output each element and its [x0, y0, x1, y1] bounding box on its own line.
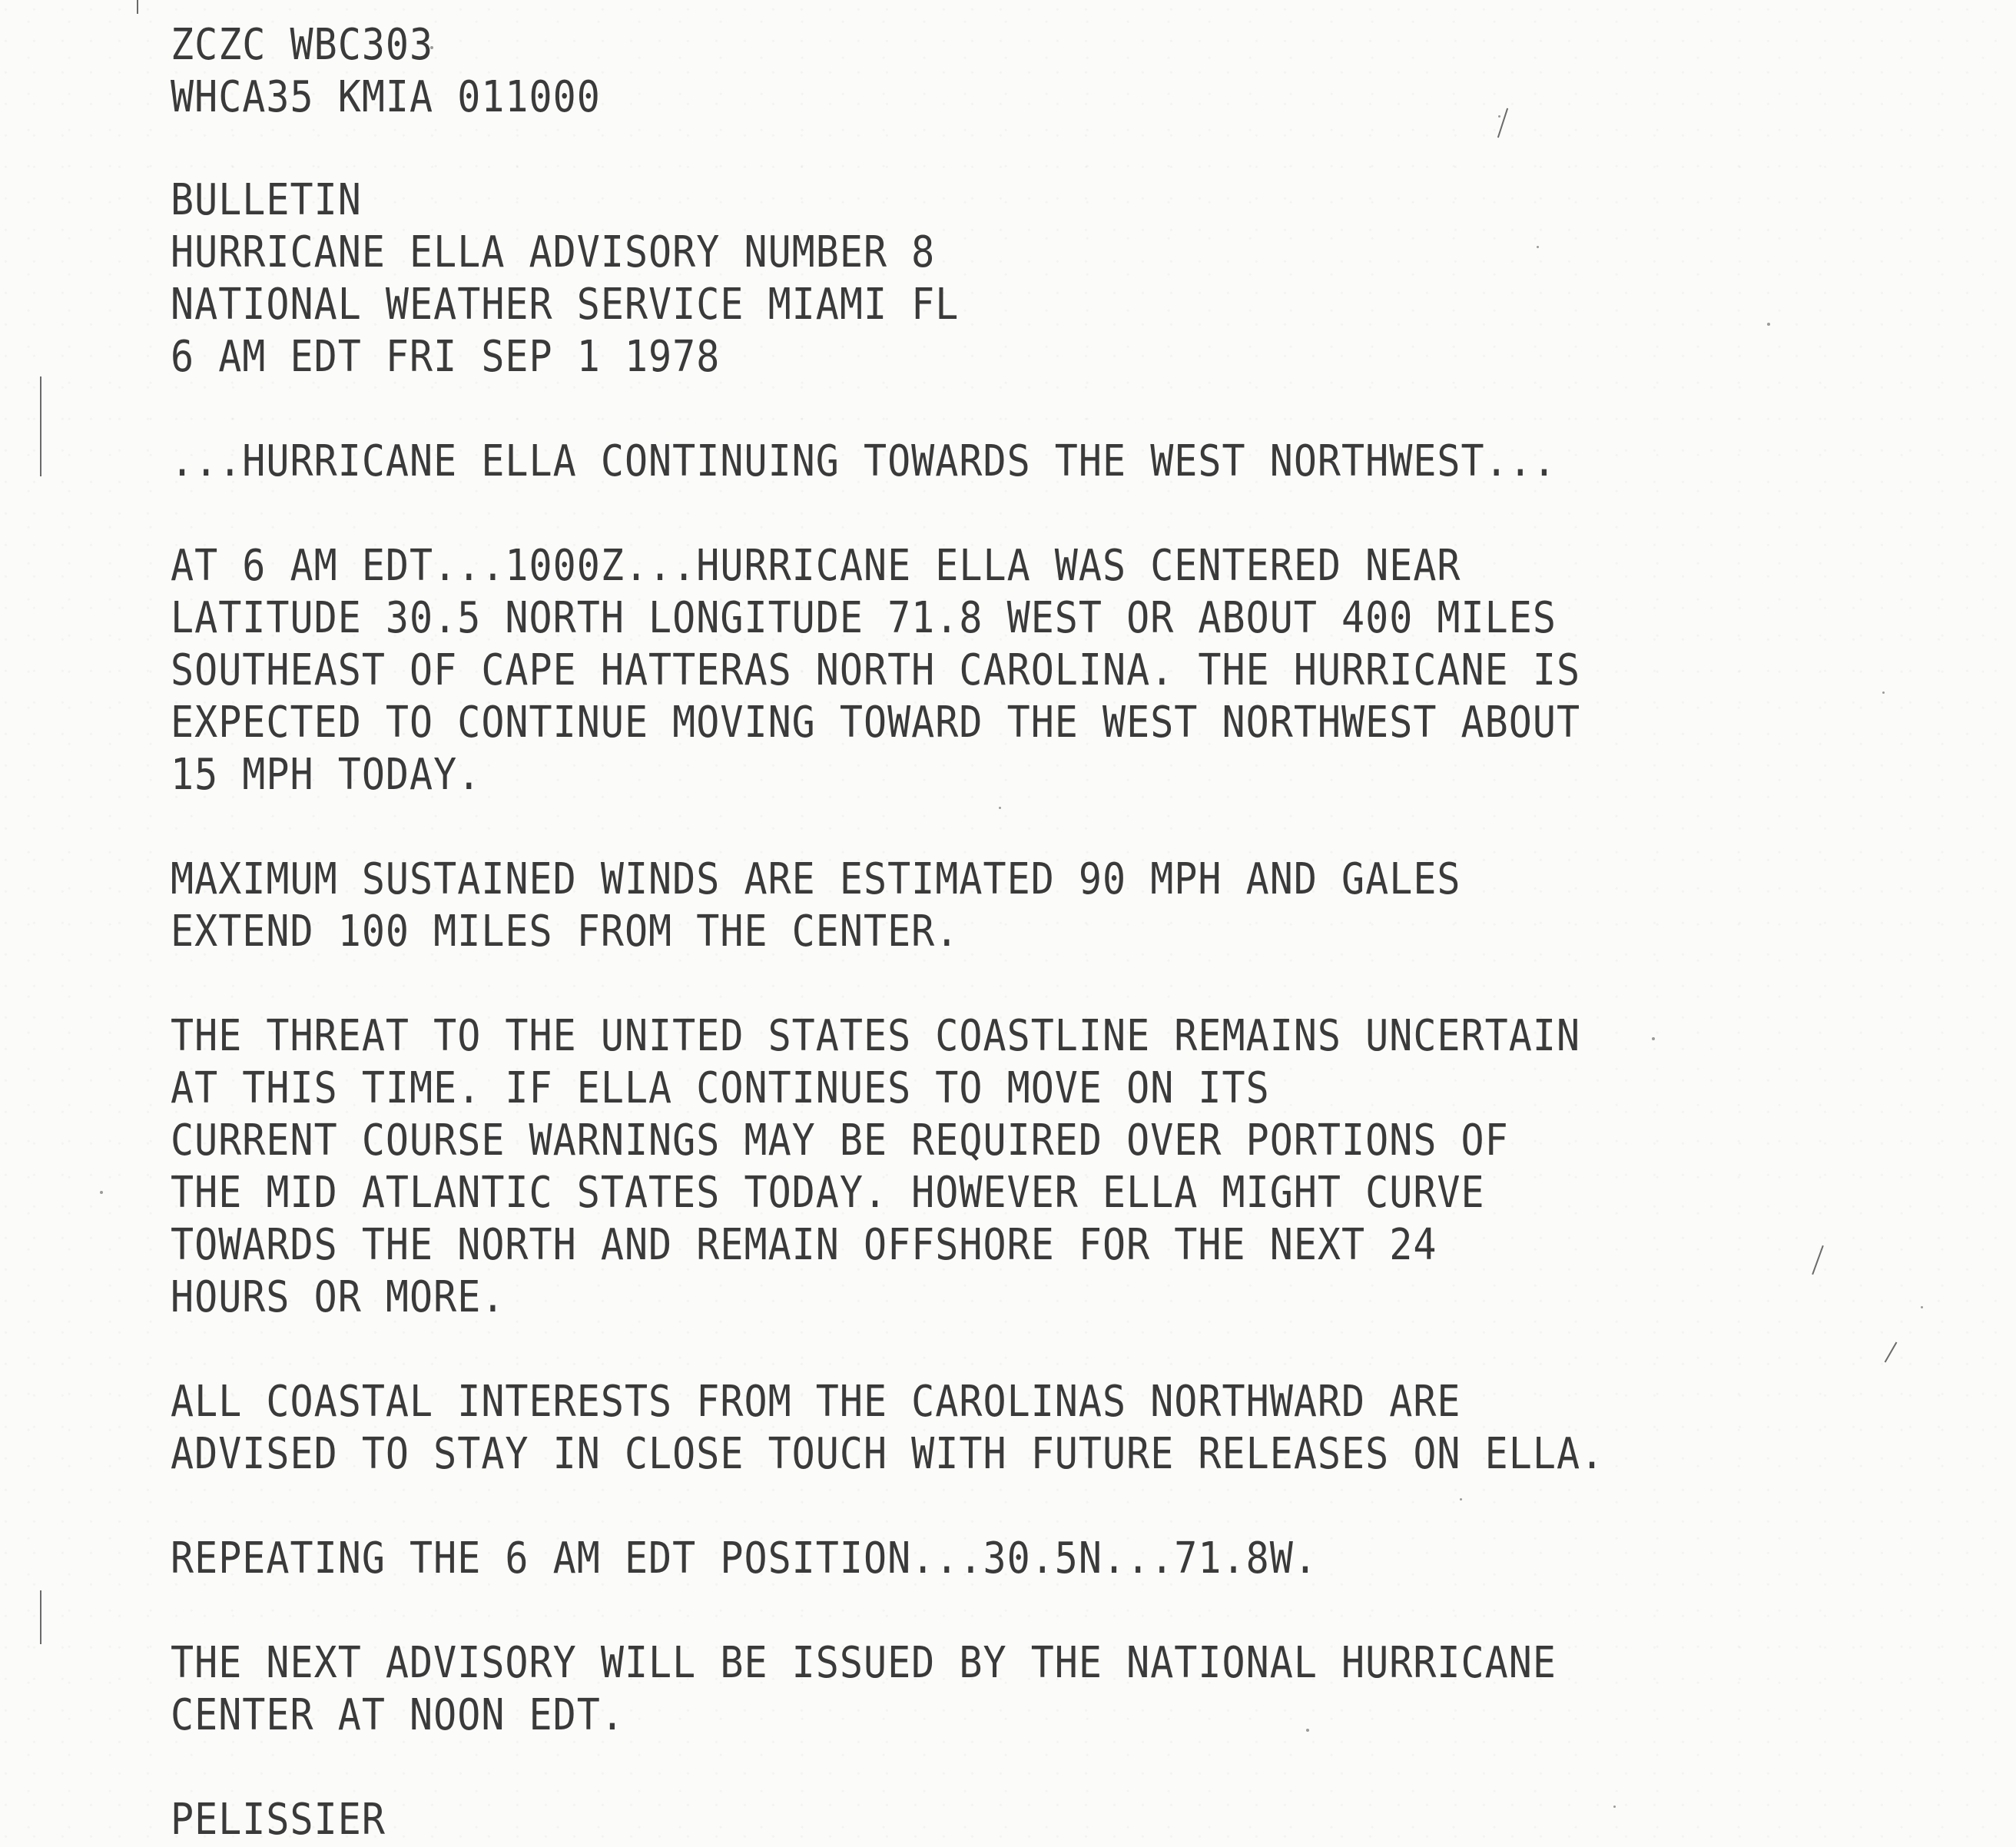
stray-mark: [137, 0, 138, 14]
header-line: ZCZC WBC303: [171, 19, 434, 70]
advisory-title: HURRICANE ELLA ADVISORY NUMBER 8: [171, 227, 936, 277]
threat-paragraph-line: TOWARDS THE NORTH AND REMAIN OFFSHORE FOR THE NEXT 24: [171, 1219, 1437, 1270]
coastal-paragraph-line: ADVISED TO STAY IN CLOSE TOUCH WITH FUTURE RELEASES ON ELLA.: [171, 1428, 1605, 1479]
signature: PELISSIER: [171, 1794, 386, 1845]
threat-paragraph-line: THE MID ATLANTIC STATES TODAY. HOWEVER ELLA MIGHT CURVE: [171, 1167, 1485, 1218]
issue-date: 6 AM EDT FRI SEP 1 1978: [171, 331, 721, 382]
speckle: [100, 1191, 103, 1194]
repeat-position-line: REPEATING THE 6 AM EDT POSITION...30.5N...71.8W.: [171, 1533, 1318, 1583]
position-paragraph-line: EXPECTED TO CONTINUE MOVING TOWARD THE WEST NORTHWEST ABOUT: [171, 697, 1581, 748]
speckle: [1882, 691, 1885, 694]
bulletin-label: BULLETIN: [171, 174, 362, 225]
position-paragraph-line: LATITUDE 30.5 NORTH LONGITUDE 71.8 WEST OR ABOUT 400 MILES: [171, 592, 1557, 643]
headline: ...HURRICANE ELLA CONTINUING TOWARDS THE WEST NORTHWEST...: [171, 436, 1557, 486]
stray-mark: [1885, 1342, 1898, 1363]
issuing-office: NATIONAL WEATHER SERVICE MIAMI FL: [171, 279, 960, 330]
header-line: WHCA35 KMIA 011000: [171, 71, 601, 122]
position-paragraph-line: 15 MPH TODAY.: [171, 749, 482, 800]
speckle: [1767, 323, 1770, 326]
stray-mark: [40, 376, 41, 476]
threat-paragraph-line: AT THIS TIME. IF ELLA CONTINUES TO MOVE ON ITS: [171, 1063, 1270, 1113]
position-paragraph-line: SOUTHEAST OF CAPE HATTERAS NORTH CAROLINA. THE HURRICANE IS: [171, 645, 1581, 695]
stray-mark: [1812, 1245, 1824, 1275]
speckle: [1652, 1037, 1655, 1040]
stray-mark: [40, 1590, 41, 1644]
speckle: [1921, 1306, 1923, 1308]
next-advisory-line: THE NEXT ADVISORY WILL BE ISSUED BY THE NATIONAL HURRICANE: [171, 1637, 1557, 1688]
coastal-paragraph-line: ALL COASTAL INTERESTS FROM THE CAROLINAS NORTHWARD ARE: [171, 1376, 1461, 1427]
advisory-document: [171, 15, 1605, 1845]
position-paragraph-line: AT 6 AM EDT...1000Z...HURRICANE ELLA WAS CENTERED NEAR: [171, 540, 1461, 591]
threat-paragraph-line: THE THREAT TO THE UNITED STATES COASTLINE REMAINS UNCERTAIN: [171, 1010, 1581, 1061]
speckle: [1613, 1806, 1616, 1808]
threat-paragraph-line: CURRENT COURSE WARNINGS MAY BE REQUIRED OVER PORTIONS OF: [171, 1115, 1509, 1166]
winds-paragraph-line: MAXIMUM SUSTAINED WINDS ARE ESTIMATED 90 MPH AND GALES: [171, 854, 1461, 904]
threat-paragraph-line: HOURS OR MORE.: [171, 1272, 506, 1322]
winds-paragraph-line: EXTEND 100 MILES FROM THE CENTER.: [171, 906, 960, 957]
next-advisory-line: CENTER AT NOON EDT.: [171, 1689, 625, 1740]
